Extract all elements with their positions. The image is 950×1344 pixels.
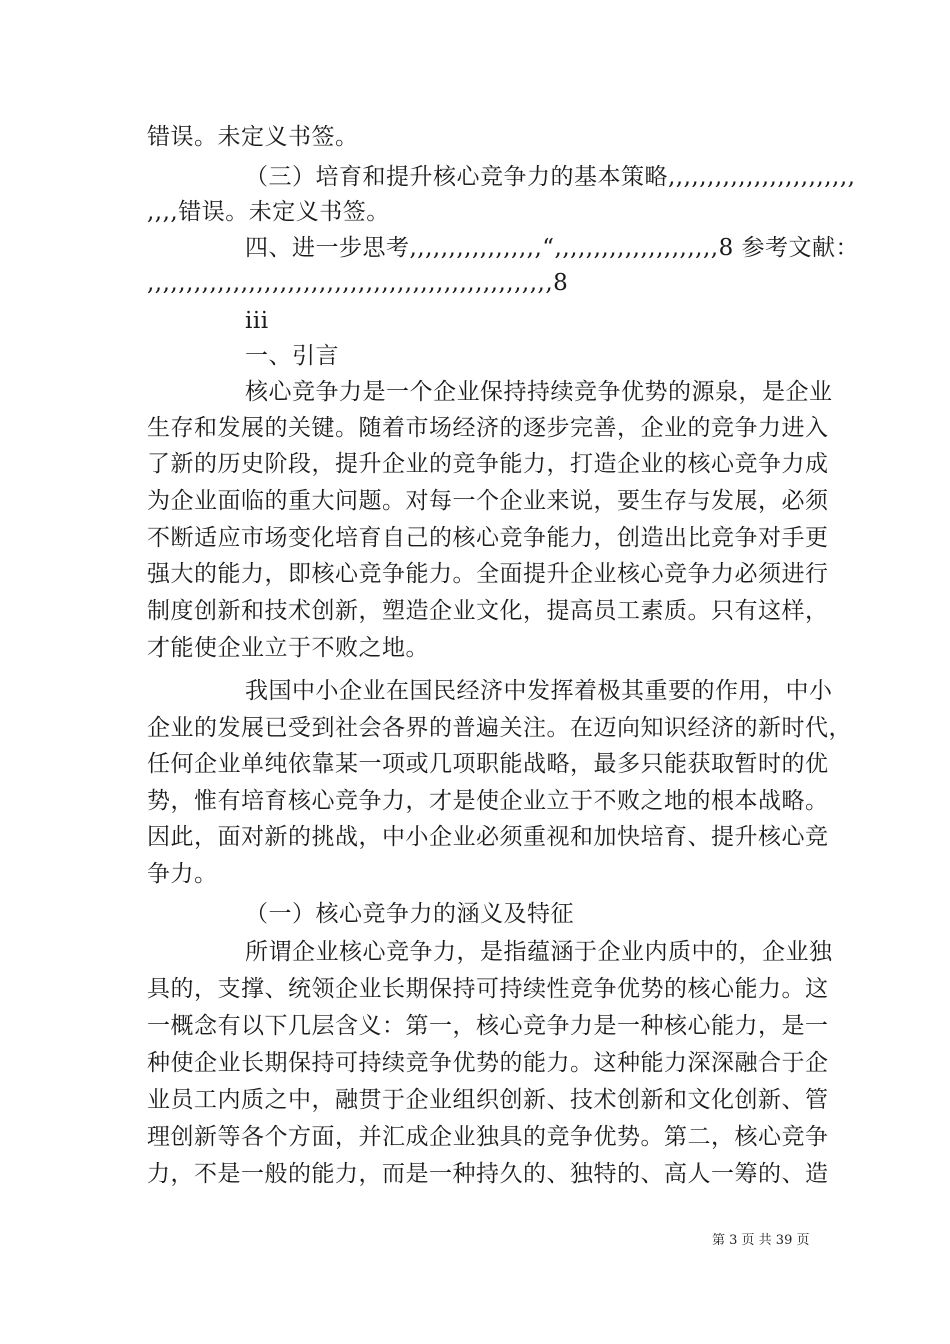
paragraph-line: 了新的历史阶段，提升企业的竞争能力，打造企业的核心竞争力成 bbox=[147, 451, 829, 477]
paragraph-line: 不断适应市场变化培育自己的核心竞争能力，创造出比竞争对手更 bbox=[147, 525, 829, 551]
paragraph-line: 为企业面临的重大问题。对每一个企业来说，要生存与发展，必须 bbox=[147, 488, 829, 514]
paragraph-line: 企业的发展已受到社会各界的普遍关注。在迈向知识经济的新时代， bbox=[147, 715, 852, 741]
paragraph-line: 任何企业单纯依靠某一项或几项职能战略，最多只能获取暂时的优 bbox=[147, 751, 829, 777]
paragraph-line: 具的，支撑、统领企业长期保持可持续性竞争优势的核心能力。这 bbox=[147, 976, 829, 1002]
paragraph-line: 生存和发展的关键。随着市场经济的逐步完善，企业的竞争力进入 bbox=[147, 415, 829, 441]
paragraph-line: 力，不是一般的能力，而是一种持久的、独特的、高人一筹的、造 bbox=[147, 1161, 829, 1187]
paragraph-line: 核心竞争力是一个企业保持持续竞争优势的源泉，是企业 bbox=[245, 379, 833, 405]
paragraph-line: 势，惟有培育核心竞争力，才是使企业立于不败之地的根本战略。 bbox=[147, 788, 829, 814]
paragraph-line: 因此，面对新的挑战，中小企业必须重视和加快培育、提升核心竞 bbox=[147, 824, 829, 850]
subsection-heading: （一）核心竞争力的涵义及特征 bbox=[245, 901, 574, 927]
section-heading: 一、引言 bbox=[245, 343, 339, 369]
toc-line: 四、进一步思考,,,,,,,,,,,,,,,,,“,,,,,,,,,,,,,,,,,,,,,8 参考文献： bbox=[245, 235, 860, 261]
toc-line: ,,,,,,,,,,,,,,,,,,,,,,,,,,,,,,,,,,,,,,,,,,,,,,,,,,,,8 bbox=[147, 270, 569, 296]
toc-line: （三）培育和提升核心竞争力的基本策略,,,,,,,,,,,,,,,,,,,,,,,, bbox=[245, 164, 856, 190]
paragraph-line: 业员工内质之中，融贯于企业组织创新、技术创新和文化创新、管 bbox=[147, 1087, 829, 1113]
paragraph-line: 争力。 bbox=[147, 861, 218, 887]
paragraph-line: 才能使企业立于不败之地。 bbox=[147, 635, 429, 661]
paragraph-line: 强大的能力，即核心竞争能力。全面提升企业核心竞争力必须进行 bbox=[147, 561, 829, 587]
paragraph-line: 理创新等各个方面，并汇成企业独具的竞争优势。第二，核心竞争 bbox=[147, 1124, 829, 1150]
paragraph-line: 一概念有以下几层含义：第一，核心竞争力是一种核心能力，是一 bbox=[147, 1013, 829, 1039]
page-number-footer: 第 3 页 共 39 页 bbox=[712, 1233, 810, 1248]
paragraph-line: 种使企业长期保持可持续竞争优势的能力。这种能力深深融合于企 bbox=[147, 1050, 829, 1076]
toc-line: ,,,,错误。未定义书签。 bbox=[147, 199, 390, 225]
page-marker: iii bbox=[245, 308, 269, 334]
paragraph-line: 我国中小企业在国民经济中发挥着极其重要的作用，中小 bbox=[245, 678, 833, 704]
toc-line: 错误。未定义书签。 bbox=[147, 124, 359, 150]
paragraph-line: 所谓企业核心竞争力，是指蕴涵于企业内质中的，企业独 bbox=[245, 939, 833, 965]
paragraph-line: 制度创新和技术创新，塑造企业文化，提高员工素质。只有这样， bbox=[147, 598, 829, 624]
